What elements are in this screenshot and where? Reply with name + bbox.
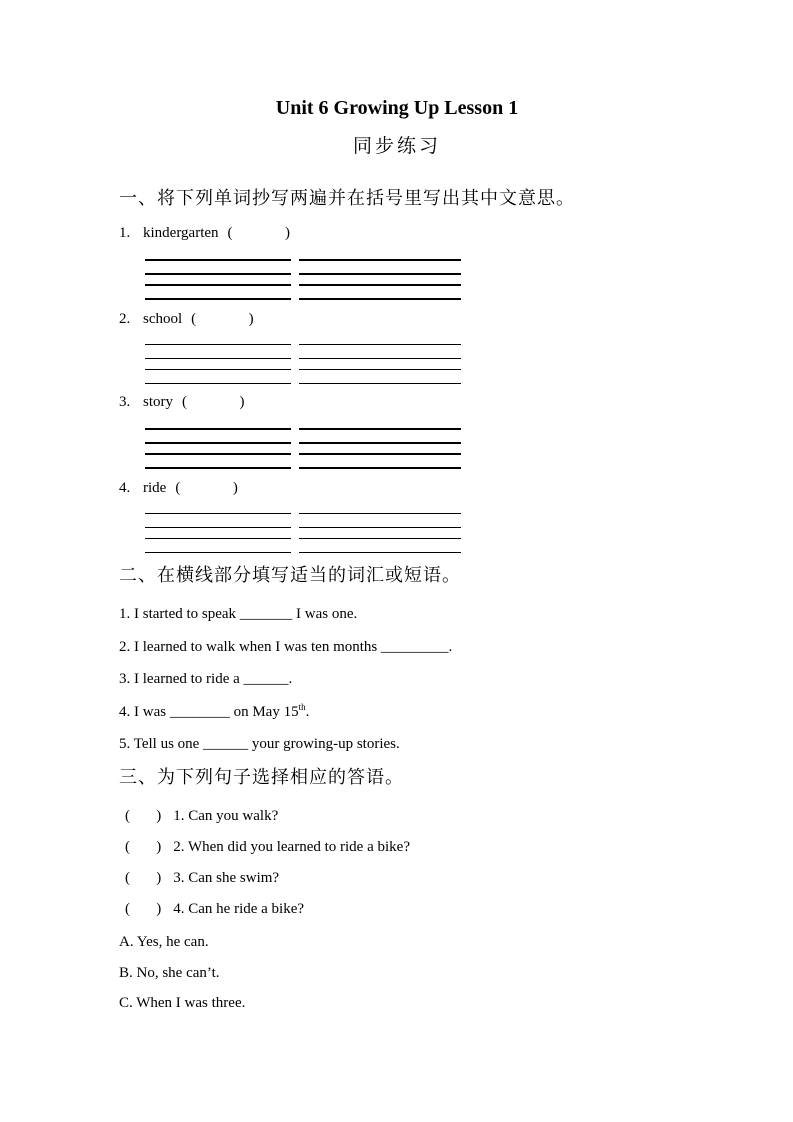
answer-brackets: ( ) (125, 808, 162, 824)
meaning-brackets: ( ) (182, 394, 245, 410)
writing-line (299, 383, 461, 385)
matching-question (125, 870, 675, 887)
handwriting-grid-left (145, 428, 291, 469)
writing-line (145, 513, 291, 515)
handwriting-grid-right (299, 344, 461, 385)
writing-line (145, 369, 291, 371)
answer-option: C. When I was three. (119, 995, 246, 1011)
ordinal-superscript: th (298, 701, 306, 712)
document-subtitle: 同步练习 (352, 136, 441, 157)
answer-option: A. Yes, he can. (119, 934, 209, 950)
writing-line (145, 273, 291, 275)
handwriting-grid-left (145, 513, 291, 554)
writing-line (299, 513, 461, 515)
writing-line (299, 442, 461, 444)
vocabulary-word: story (143, 394, 173, 410)
fill-blank-item: 1. I started to speak _______ I was one. (119, 606, 358, 622)
fill-blank-text: 4. I was ________ on May 15 (119, 703, 299, 720)
handwriting-grid-left (145, 344, 291, 385)
writing-line (145, 298, 291, 300)
matching-question (125, 808, 675, 825)
writing-line (299, 284, 461, 286)
writing-line (299, 298, 461, 300)
answer-brackets: ( ) (125, 901, 162, 917)
handwriting-grid (145, 259, 675, 300)
fill-blank-tail: . (305, 703, 310, 720)
writing-line (145, 552, 291, 554)
item-number: 2. (119, 310, 131, 327)
writing-line (299, 273, 461, 275)
answer-brackets: ( ) (125, 870, 162, 886)
section-one-heading: 一、将下列单词抄写两遍并在括号里写出其中文意思。 (119, 188, 575, 208)
writing-line (299, 453, 461, 455)
section-three-heading: 三、为下列句子选择相应的答语。 (119, 767, 404, 787)
writing-line (299, 467, 461, 469)
meaning-brackets: ( ) (175, 479, 238, 496)
writing-line (145, 442, 291, 444)
meaning-brackets: ( ) (191, 310, 254, 327)
writing-line (145, 467, 291, 469)
fill-blank-item (119, 701, 675, 721)
matching-question (125, 901, 675, 918)
writing-line (145, 453, 291, 455)
handwriting-grid-right (299, 513, 461, 554)
handwriting-grid-left (145, 259, 291, 300)
writing-line (299, 344, 461, 346)
document-title: Unit 6 Growing Up Lesson 1 (275, 97, 519, 119)
handwriting-grid-right (299, 428, 461, 469)
vocabulary-word: school (143, 310, 183, 327)
question-text: 3. Can she swim? (173, 870, 280, 886)
writing-line (299, 527, 461, 529)
writing-line (299, 259, 461, 261)
fill-blank-item: 5. Tell us one ______ your growing-up stories. (119, 736, 400, 752)
writing-line (299, 369, 461, 371)
writing-line (299, 552, 461, 554)
writing-line (145, 344, 291, 346)
writing-line (299, 428, 461, 430)
worksheet-content (119, 0, 675, 1012)
handwriting-grid-right (299, 259, 461, 300)
section-two-heading: 二、在横线部分填写适当的词汇或短语。 (119, 565, 461, 585)
fill-blank-item: 2. I learned to walk when I was ten months _________. (119, 638, 453, 655)
question-text: 4. Can he ride a bike? (173, 901, 305, 917)
meaning-brackets: ( ) (227, 225, 291, 241)
item-number: 4. (119, 479, 131, 496)
writing-line (299, 538, 461, 540)
item-number: 3. (119, 394, 131, 410)
answer-option: B. No, she can’t. (119, 964, 220, 981)
writing-line (145, 358, 291, 360)
writing-line (145, 259, 291, 261)
copy-word-item (119, 394, 675, 411)
matching-question (125, 839, 675, 856)
item-number: 1. (119, 225, 131, 241)
fill-blank-item: 3. I learned to ride a ______. (119, 671, 293, 687)
handwriting-grid (145, 344, 675, 385)
question-text: 2. When did you learned to ride a bike? (173, 839, 410, 855)
copy-word-item (119, 311, 675, 328)
copy-word-item (119, 225, 675, 242)
question-text: 1. Can you walk? (173, 808, 279, 824)
writing-line (145, 428, 291, 430)
handwriting-grid (145, 428, 675, 469)
writing-line (145, 527, 291, 529)
writing-line (145, 538, 291, 540)
answer-brackets: ( ) (125, 839, 162, 855)
writing-line (145, 383, 291, 385)
writing-line (299, 358, 461, 360)
vocabulary-word: ride (143, 479, 167, 496)
copy-word-item (119, 480, 675, 497)
vocabulary-word: kindergarten (143, 225, 219, 241)
handwriting-grid (145, 513, 675, 554)
writing-line (145, 284, 291, 286)
